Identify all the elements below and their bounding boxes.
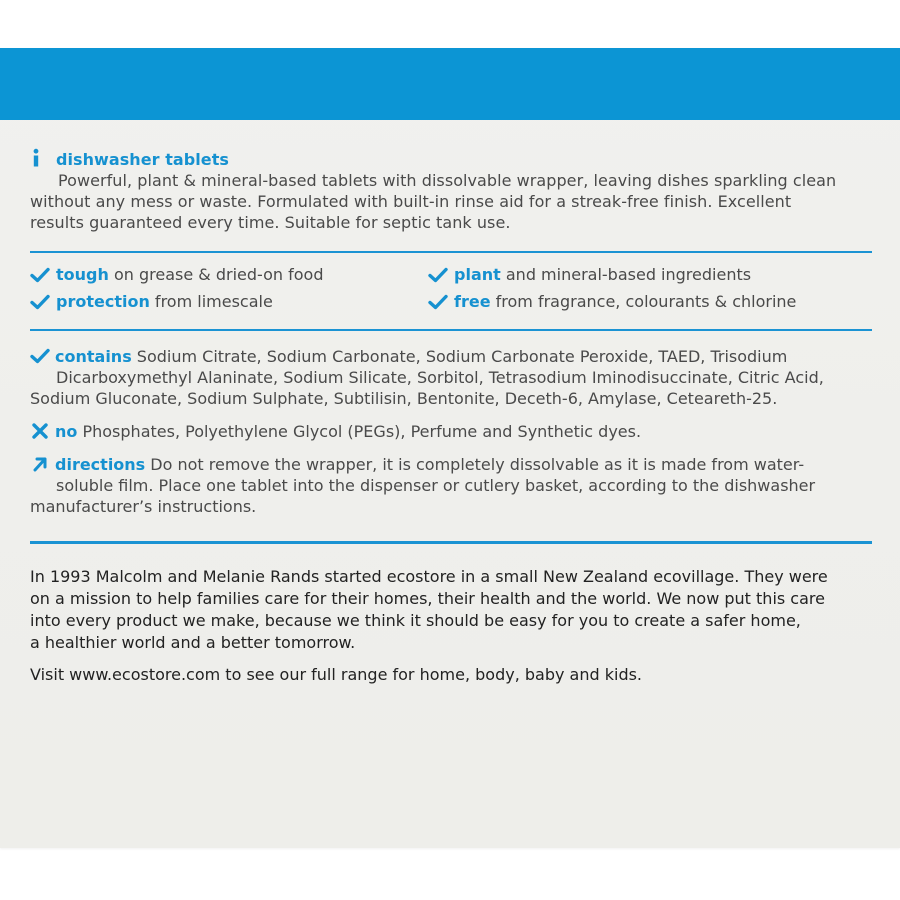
divider (30, 251, 872, 253)
no-key: no (55, 422, 78, 441)
contains-line-2: Dicarboxymethyl Alaninate, Sodium Silicate, Sorbitol, Tetrasodium Iminodisuccinate, Citric Acid, (56, 368, 824, 387)
directions-line-3: manufacturer’s instructions. (30, 497, 257, 516)
visit-line: Visit www.ecostore.com to see our full range for home, body, baby and kids. (30, 665, 643, 684)
story-line-4: a healthier world and a better tomorrow. (30, 633, 356, 652)
contains-text: Sodium Citrate, Sodium Carbonate, Sodium Carbonate Peroxide, TAED, Trisodium (131, 347, 788, 366)
feature-key: plant (454, 265, 501, 284)
no-text: Phosphates, Polyethylene Glycol (PEGs), Perfume and Synthetic dyes. (77, 422, 642, 441)
contains-line-3: Sodium Gluconate, Sodium Sulphate, Subtilisin, Bentonite, Deceth-6, Amylase, Ceteareth-25. (30, 389, 778, 408)
brand-story (30, 566, 872, 686)
story-line-2: on a mission to help families care for their homes, their health and the world. We now put this care (30, 589, 825, 608)
story-line-3: into every product we make, because we think it should be easy for you to create a safer home, (30, 611, 801, 630)
arrow-up-right-icon (30, 456, 50, 472)
no-section (30, 421, 872, 442)
package-text (30, 145, 872, 686)
feature-text: on grease & dried-on food (108, 265, 324, 284)
feature-key: tough (56, 265, 109, 284)
info-icon (30, 148, 50, 173)
directions-line-2: soluble film. Place one tablet into the dispenser or cutlery basket, according to the dishwasher (56, 476, 816, 495)
check-icon (30, 267, 50, 283)
feature-text: from limescale (149, 292, 273, 311)
directions-text: Do not remove the wrapper, it is completely dissolvable as it is made from water- (145, 455, 805, 474)
intro-line-2: without any mess or waste. Formulated with built-in rinse aid for a streak-free finish. Excellent (30, 192, 792, 211)
contains-section (30, 346, 872, 409)
feature-item (30, 291, 428, 313)
check-icon (428, 294, 448, 310)
story-line-1: In 1993 Malcolm and Melanie Rands started ecostore in a small New Zealand ecovillage. They were (30, 567, 828, 586)
feature-key: free (454, 292, 491, 311)
divider-thick (30, 541, 872, 544)
feature-list (30, 264, 872, 313)
feature-key: protection (56, 292, 150, 311)
feature-item (428, 264, 872, 286)
contains-key: contains (55, 347, 132, 366)
feature-item (30, 264, 428, 286)
intro-line-1: Powerful, plant & mineral-based tablets with dissolvable wrapper, leaving dishes sparkling clean (58, 171, 837, 190)
intro-section (30, 145, 872, 233)
feature-text: and mineral-based ingredients (500, 265, 752, 284)
cross-icon (30, 423, 50, 439)
intro-line-3: results guaranteed every time. Suitable for septic tank use. (30, 213, 511, 232)
feature-text: from fragrance, colourants & chlorine (490, 292, 797, 311)
directions-key: directions (55, 455, 146, 474)
check-icon (428, 267, 448, 283)
check-icon (30, 294, 50, 310)
directions-section (30, 454, 872, 517)
feature-item (428, 291, 872, 313)
divider (30, 329, 872, 331)
blue-top-band (0, 48, 900, 120)
product-title: dishwasher tablets (56, 150, 229, 169)
check-icon (30, 348, 50, 364)
